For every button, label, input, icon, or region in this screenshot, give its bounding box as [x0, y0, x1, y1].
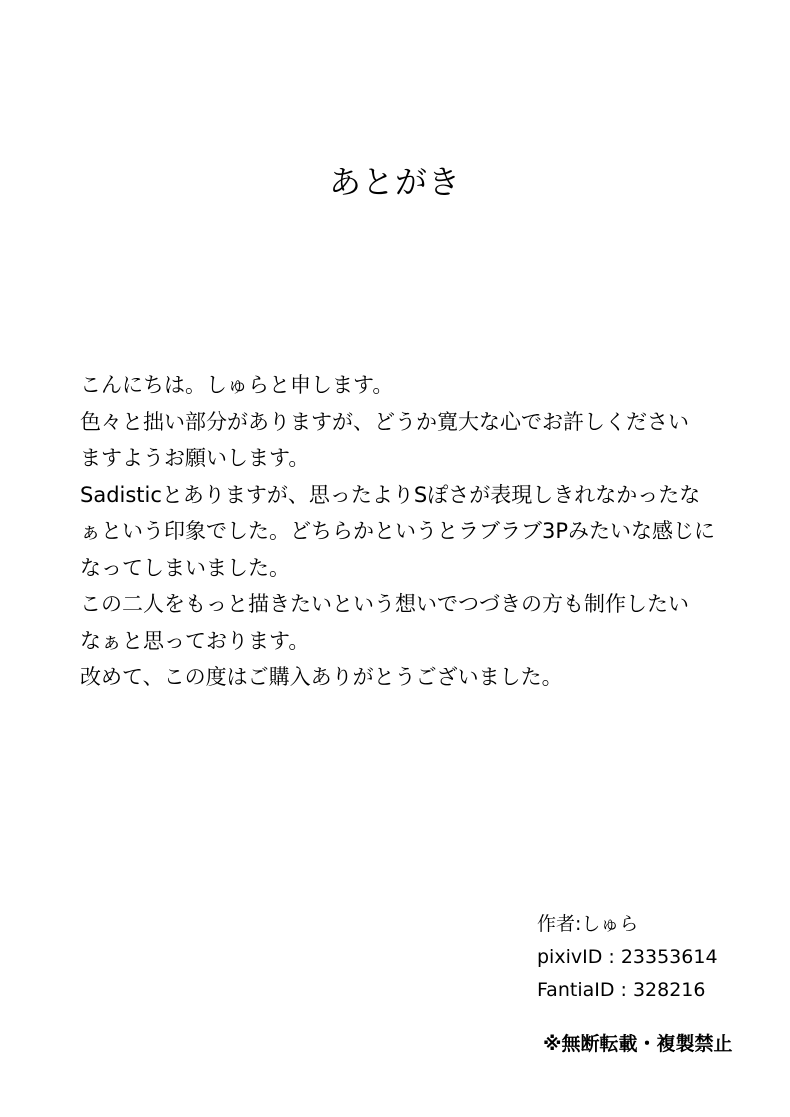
body-line: Sadisticとありますが、思ったよりSぽさが表現しきれなかったな: [80, 482, 701, 507]
body-line: この二人をもっと描きたいという想いでつづきの方も制作したい: [80, 592, 689, 616]
body-line: 色々と拙い部分がありますが、どうか寛大な心でお許しください: [80, 409, 689, 434]
credits-block: [537, 908, 777, 1007]
body-line: こんにちは。しゅらと申します。: [80, 373, 394, 397]
body-line: 改めて、この度はご購入ありがとうございました。: [80, 665, 563, 689]
copyright-notice: ※無断転載・複製禁止: [543, 1033, 733, 1055]
afterword-body: [80, 367, 760, 696]
page-title: あとがき: [328, 163, 461, 201]
pixiv-id: pixivID : 23353614: [537, 946, 718, 968]
body-line: なぁと思っております。: [80, 628, 310, 653]
body-line: ぁという印象でした。どちらかというとラブラブ3Pみたいな感じに: [80, 519, 716, 543]
body-line: ますようお願いします。: [80, 446, 310, 470]
fantia-id: FantiaID : 328216: [537, 979, 706, 1001]
author-credit: 作者:しゅら: [537, 913, 639, 935]
body-line: なってしまいました。: [80, 555, 290, 580]
